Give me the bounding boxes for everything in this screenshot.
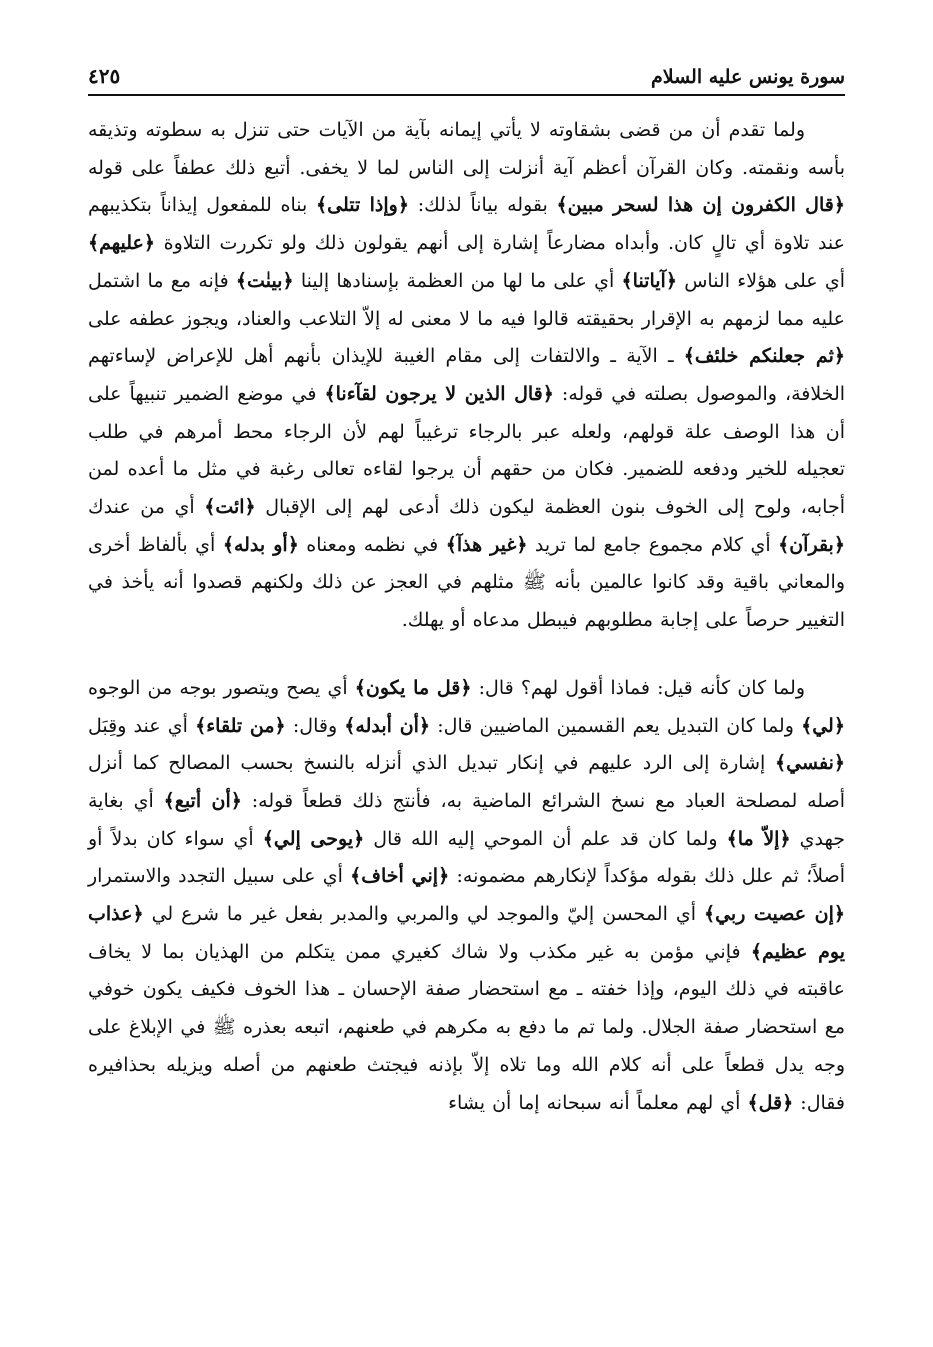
text-run: في نظمه ومعناه xyxy=(298,533,446,556)
quran-quote: ﴿قال الكفرون إن هذا لسحر مبين﴾ xyxy=(556,194,845,217)
quran-quote: ﴿إلاّ ما﴾ xyxy=(726,827,791,850)
text-run: ولما تقدم أن من قضى بشقاوته لا يأتي إيمانه بآية من الآيات حتى تنزل به سطوته وتذيقه بأسه ونقمته. وكان القرآن أعظم آية أنزلت إلى الناس لما لا يخفى. أتبع ذلك عطفاً على قوله xyxy=(88,119,845,179)
quran-quote: ﴿قل ما يكون﴾ xyxy=(354,676,472,699)
text-run: بقوله بياناً لذلك: xyxy=(408,194,557,217)
text-run: فإنه مع ما اشتمل عليه مما لزمهم به الإقرار بحقيقته قالوا فيه ما لا معنى له إلاّ التلاعب والعناد، ويجوز عطفه على xyxy=(88,269,845,330)
quran-quote: ﴿يوحى إلي﴾ xyxy=(262,827,365,850)
quran-quote: ﴿غير هذآ﴾ xyxy=(445,533,528,556)
text-run: ولما كان قد علم أن الموحي إليه الله قال xyxy=(364,827,727,850)
text-run: في موضع الضمير تنبيهاً على أن هذا الوصف علة قولهم، ولعله عبر بالرجاء ترغيباً لهم لأن الرجاء محط أمرهم في طلب تعجيله للخير ودفعه للضمير. فكان من حقهم أن يرجوا لقاءه تعالى رغبة في مثل ما أعده لمن أجابه، ولوح إلى الخوف بنون العظمة ليكون ذلك أدعى لهم إلى الإقبال xyxy=(88,382,845,519)
text-run: وقال: xyxy=(285,714,345,737)
quran-quote: ﴿وإذا تتلى﴾ xyxy=(316,194,409,217)
text-run: ـ الآية ـ والالتفات إلى مقام الغيبة للإيذان بأنهم أهل للإعراض لإساءتهم الخلافة، والموصول بصلته في قوله: xyxy=(88,345,846,405)
text-run: أي بغاية جهدي xyxy=(88,789,846,850)
quran-quote: ﴿إن عصيت ربي﴾ xyxy=(703,903,845,926)
quran-quote: ﴿بينٰت﴾ xyxy=(235,269,294,292)
quran-quote: ﴿أن أبدله﴾ xyxy=(344,714,431,737)
page-number: ٤٢٥ xyxy=(88,64,121,88)
text-run: أي المحسن إليّ والموجد لي والمربي والمدبر بفعل غير ما شرع لي xyxy=(143,903,704,926)
text-run: أي على هؤلاء الناس xyxy=(676,269,845,292)
quran-quote: ﴿نفسي﴾ xyxy=(775,752,845,775)
text-run: أي كلام مجموع جامع لما تريد xyxy=(527,533,779,556)
text-run: أي على ما لها من العظمة بإسنادها إلينا xyxy=(293,269,622,292)
quran-quote: ﴿أن أتبع﴾ xyxy=(163,789,242,812)
text-run: أي عند وقِبَل xyxy=(88,714,196,737)
text-run: ولما كان كأنه قيل: فماذا أقول لهم؟ قال: xyxy=(471,676,806,699)
quran-quote: ﴿عليهم﴾ xyxy=(88,232,156,255)
text-run: أي من عندك xyxy=(88,496,205,519)
quran-quote: ﴿عذاب يوم عظيم﴾ xyxy=(88,903,845,963)
quran-quote: ﴿آياتنا﴾ xyxy=(621,269,677,292)
text-run: أي سواء كان بدلاً أو أصلاً؛ ثم علل ذلك بقوله مؤكداً لإنكارهم مضمونه: xyxy=(88,827,846,888)
text-run: أي على سبيل التجدد والاستمرار xyxy=(88,865,351,888)
text-run: إشارة إلى الرد عليهم في إنكار تبديل الذي أنزله بالنسخ بحسب المصالح كما أنزل أصله لمصلحة العباد مع نسخ الشرائع الماضية به، فأنتج ذلك قطعاً قوله: xyxy=(88,752,845,812)
paragraph-2 xyxy=(88,670,845,1122)
text-run: بناه للمفعول إيذاناً بتكذيبهم عند تلاوة أي تالٍ كان. وأبداه مضارعاً إشارة إلى أنهم يقولون ذلك ولو تكررت التلاوة xyxy=(88,194,845,255)
text-run: فإني مؤمن به غير مكذب ولا شاك كغيري ممن يتكلم من الهذيان بما لا يخاف عاقبته في ذلك اليوم، وإذا خفته ـ مع استحضار صفة الإحسان ـ هذا الخوف فكيف يكون خوفي مع استحضار صفة الجلال. ولما تم ما دفع به مكرهم في طعنهم، اتبعه بعذره ﷺ في الإبلاغ على وجه يدل قطعاً على أنه كلام الله وما تلاه إلاّ بإذنه فيجتث طعنهم من أصله ويزيله بحذافيره فقال: xyxy=(88,940,845,1114)
text-run: أي يصح ويتصور بوجه من الوجوه xyxy=(88,676,355,699)
quran-quote: ﴿قل﴾ xyxy=(747,1091,794,1114)
quran-quote: ﴿قال الذين لا يرجون لقآءنا﴾ xyxy=(324,382,554,405)
surah-title: سورة يونس عليه السلام xyxy=(651,66,845,88)
body-text xyxy=(88,112,845,1122)
quran-quote: ﴿إني أخاف﴾ xyxy=(350,865,450,888)
text-run: أي بألفاظ أخرى والمعاني باقية وقد كانوا عالمين بأنه ﷺ مثلهم في العجز عن ذلك ولكنهم قصدوا أنه يأخذ في التغيير حرصاً على إجابة مطلوبهم فيبطل مدعاه أو يهلك. xyxy=(88,533,845,632)
running-header xyxy=(88,62,845,96)
quran-quote: ﴿ثم جعلنكم خلئف﴾ xyxy=(683,345,845,368)
quran-quote: ﴿بقرآن﴾ xyxy=(778,533,845,556)
quran-quote: ﴿من تلقاء﴾ xyxy=(195,714,286,737)
paragraph-1 xyxy=(88,112,845,640)
quran-quote: ﴿أو بدله﴾ xyxy=(222,533,299,556)
text-run: ولما كان التبديل يعم القسمين الماضيين قال: xyxy=(430,714,802,737)
text-run: أي لهم معلماً أنه سبحانه إما أن يشاء xyxy=(448,1091,748,1114)
quran-quote: ﴿لي﴾ xyxy=(801,714,845,737)
quran-quote: ﴿ائت﴾ xyxy=(204,496,256,519)
